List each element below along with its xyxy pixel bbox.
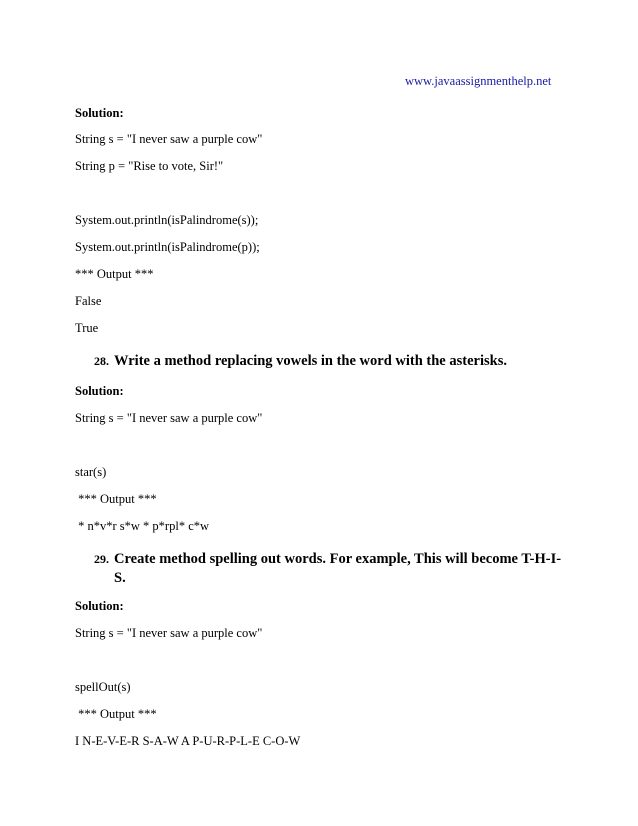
website-link[interactable]: www.javaassignmenthelp.net xyxy=(405,74,552,88)
output-heading: *** Output *** xyxy=(75,707,157,721)
solution-label: Solution: xyxy=(75,599,124,613)
code-line: System.out.println(isPalindrome(s)); xyxy=(75,213,259,227)
code-line: star(s) xyxy=(75,465,107,479)
question-text-continued: S. xyxy=(114,570,126,586)
code-line: String p = "Rise to vote, Sir!" xyxy=(75,159,224,173)
output-heading: *** Output *** xyxy=(75,492,157,506)
question-text: Write a method replacing vowels in the word with the asterisks. xyxy=(114,353,507,369)
question-29 xyxy=(94,550,564,588)
solution-label: Solution: xyxy=(75,384,124,398)
code-line: String s = "I never saw a purple cow" xyxy=(75,411,263,425)
output-line: False xyxy=(75,294,102,308)
question-28 xyxy=(94,352,564,371)
question-number: 29. xyxy=(94,552,109,566)
output-heading: *** Output *** xyxy=(75,267,154,281)
code-line: String s = "I never saw a purple cow" xyxy=(75,626,263,640)
code-line: String s = "I never saw a purple cow" xyxy=(75,132,263,146)
output-line: I N-E-V-E-R S-A-W A P-U-R-P-L-E C-O-W xyxy=(75,734,301,748)
question-number: 28. xyxy=(94,354,109,368)
question-text: Create method spelling out words. For example, This will become T-H-I- xyxy=(114,551,562,567)
code-line: System.out.println(isPalindrome(p)); xyxy=(75,240,260,254)
solution-label: Solution: xyxy=(75,106,124,120)
code-line: spellOut(s) xyxy=(75,680,131,694)
output-line: True xyxy=(75,321,99,335)
output-line: * n*v*r s*w * p*rpl* c*w xyxy=(75,519,210,533)
